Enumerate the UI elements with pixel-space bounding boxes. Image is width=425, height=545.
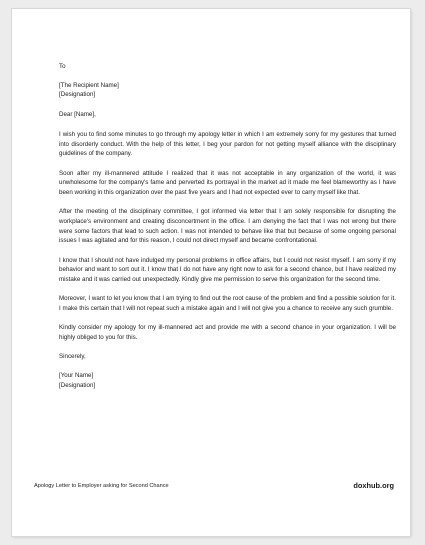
recipient-designation: [Designation] [59,91,96,99]
closing: Sincerely, [59,353,86,361]
sender-designation: [Designation] [59,381,96,389]
to-line: To [59,63,66,70]
paragraph-3: After the meeting of the disciplinary committee, I got informed via letter that I am solely responsible for disrupting the workplace's environment and creating disconcertment in the office. I am denying the fact that I was not wrong but there were some factors that lead to such action. I was not intended to behave like that but because of some ongoing personal issues I was agitated and for this reason, I could not direct myself and became confrontational. [59,208,396,245]
paragraph-1: I wish you to find some minutes to go through my apology letter in which I am extremely sorry for my gestures that turned into disorderly conduct. With the help of this letter, I beg your pardon for not getting myself alliance with the disciplinary guidelines of the company. [59,130,396,158]
paragraph-6: Kindly consider my apology for my ill-mannered act and provide me with a second chance in your organization. I will be highly obliged to you for this. [59,324,396,342]
paragraph-5: Moreover, I want to let you know that I am trying to find out the root cause of the problem and find a possible solution for it. I make this certain that I will not repeat such a mistake again and I will not give you a chance to receive any such grumble. [59,295,396,313]
footer-title: Apology Letter to Employer asking for Second Chance [34,483,169,489]
document-page [12,9,410,536]
paragraph-2: Soon after my ill-mannered attitude I realized that it was not acceptable in any organization of the world, it was unwholesome for the company's fame and perverted its portrayal in the market ad it made me feel blameworthy as I have been working in this organization over the past five years and I had not expected ever to carry myself like that. [59,169,396,196]
salutation: Dear [Name], [59,111,96,119]
letter-body [59,62,396,390]
sender-name: [Your Name] [59,372,94,380]
paragraph-4: I know that I should not have indulged my personal problems in office affairs, but I could not resist myself. I am sorry if my behavior and want to sort out it. I know that I do not have any right now to ask for a second chance, but I have realized my mistake and it was carried out unexpectedly. Kindly give me permission to serve this organization for the second time. [59,256,396,284]
footer-brand: doxhub.org [353,481,394,490]
recipient-name: [The Recipient Name] [59,81,119,89]
